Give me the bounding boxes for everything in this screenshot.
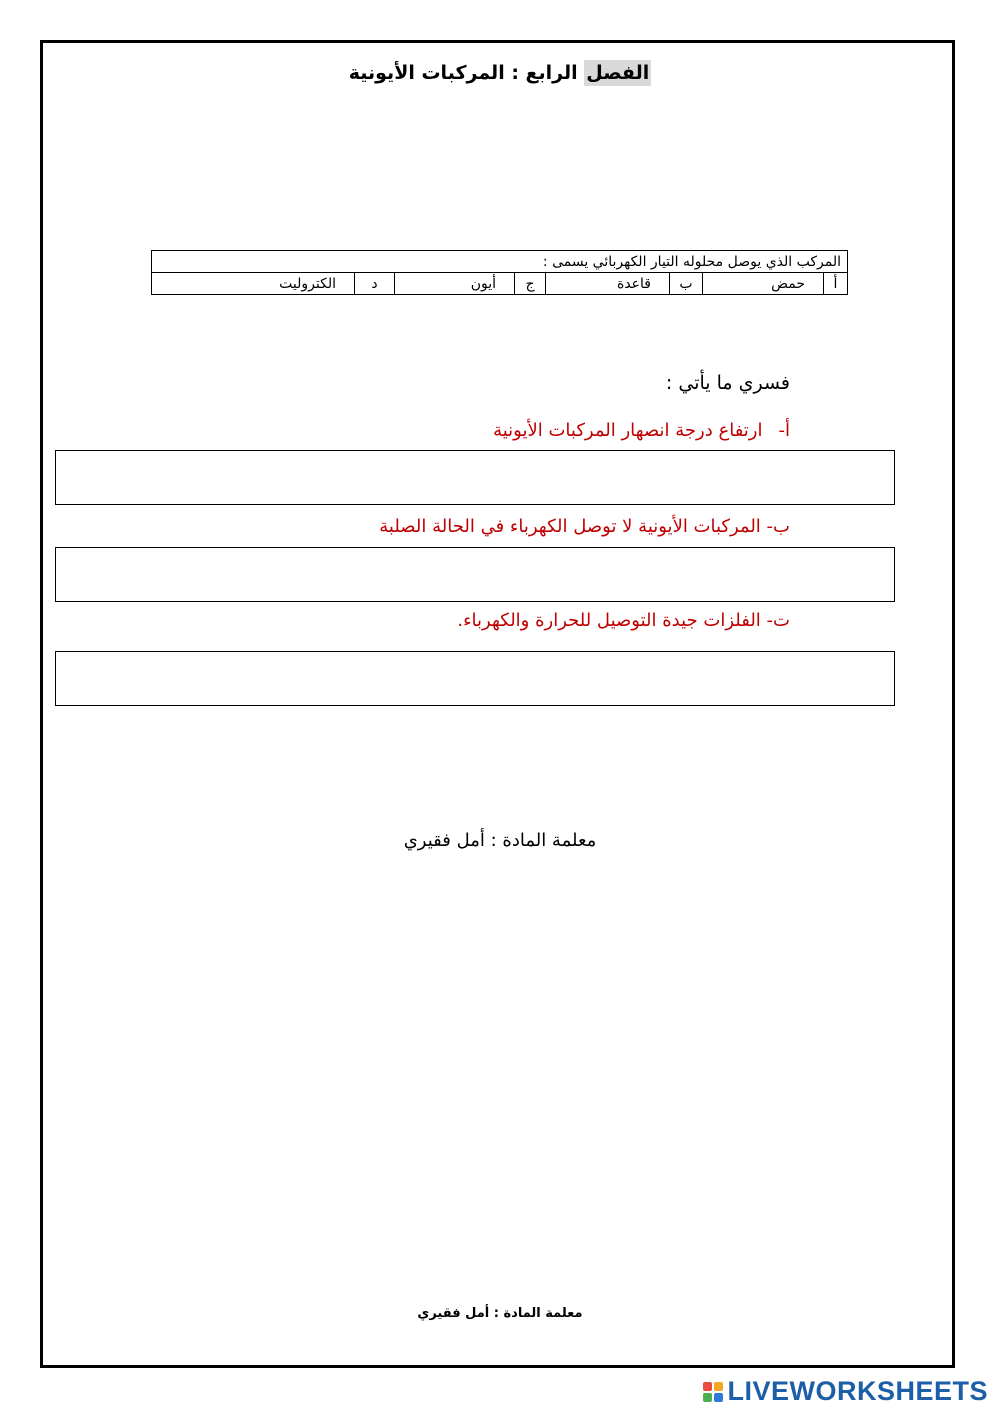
option-a[interactable]: حمض	[703, 273, 824, 295]
logo-tile-3	[703, 1393, 712, 1402]
explain-item-c-text: الفلزات جيدة التوصيل للحرارة والكهرباء.	[457, 610, 761, 631]
logo-tile-2	[714, 1382, 723, 1391]
answer-box-b[interactable]	[55, 547, 895, 602]
logo-tile-1	[703, 1382, 712, 1391]
explain-item-a-text: ارتفاع درجة انصهار المركبات الأيونية	[493, 420, 763, 441]
brand-name: LIVEWORKSHEETS	[727, 1376, 988, 1406]
mcq-table	[151, 250, 848, 295]
liveworksheets-brand	[703, 1376, 988, 1407]
mcq-question: المركب الذي يوصل محلوله التيار الكهربائي يسمى :	[152, 251, 848, 273]
mcq-question-row	[152, 251, 848, 273]
explain-item-a	[493, 420, 790, 441]
title-highlight: الفصل	[586, 62, 650, 84]
logo-tile-4	[714, 1393, 723, 1402]
teacher-footer: معلمة المادة : أمل فقيري	[417, 1306, 583, 1321]
option-letter-d: د	[355, 273, 395, 295]
explain-item-b-letter: ب-	[766, 516, 790, 537]
page-title	[0, 62, 1000, 84]
explain-intro: فسري ما يأتي :	[665, 372, 790, 394]
explain-item-b	[379, 516, 790, 537]
option-c[interactable]: أيون	[395, 273, 515, 295]
teacher-name: معلمة المادة : أمل فقيري	[403, 830, 597, 851]
mcq-options-row	[152, 273, 848, 295]
answer-box-a[interactable]	[55, 450, 895, 505]
option-b[interactable]: قاعدة	[546, 273, 670, 295]
explain-item-c	[457, 610, 790, 631]
title-rest: الرابع : المركبات الأيونية	[348, 62, 578, 84]
liveworksheets-logo-icon	[703, 1382, 723, 1402]
explain-item-c-letter: ت-	[766, 610, 790, 631]
option-letter-c: ج	[515, 273, 546, 295]
answer-box-c[interactable]	[55, 651, 895, 706]
explain-item-b-text: المركبات الأيونية لا توصل الكهرباء في الحالة الصلبة	[379, 516, 761, 537]
option-letter-a: أ	[824, 273, 848, 295]
option-letter-b: ب	[670, 273, 703, 295]
explain-item-a-letter: أ-	[778, 420, 790, 441]
option-d[interactable]: الكتروليت	[152, 273, 355, 295]
